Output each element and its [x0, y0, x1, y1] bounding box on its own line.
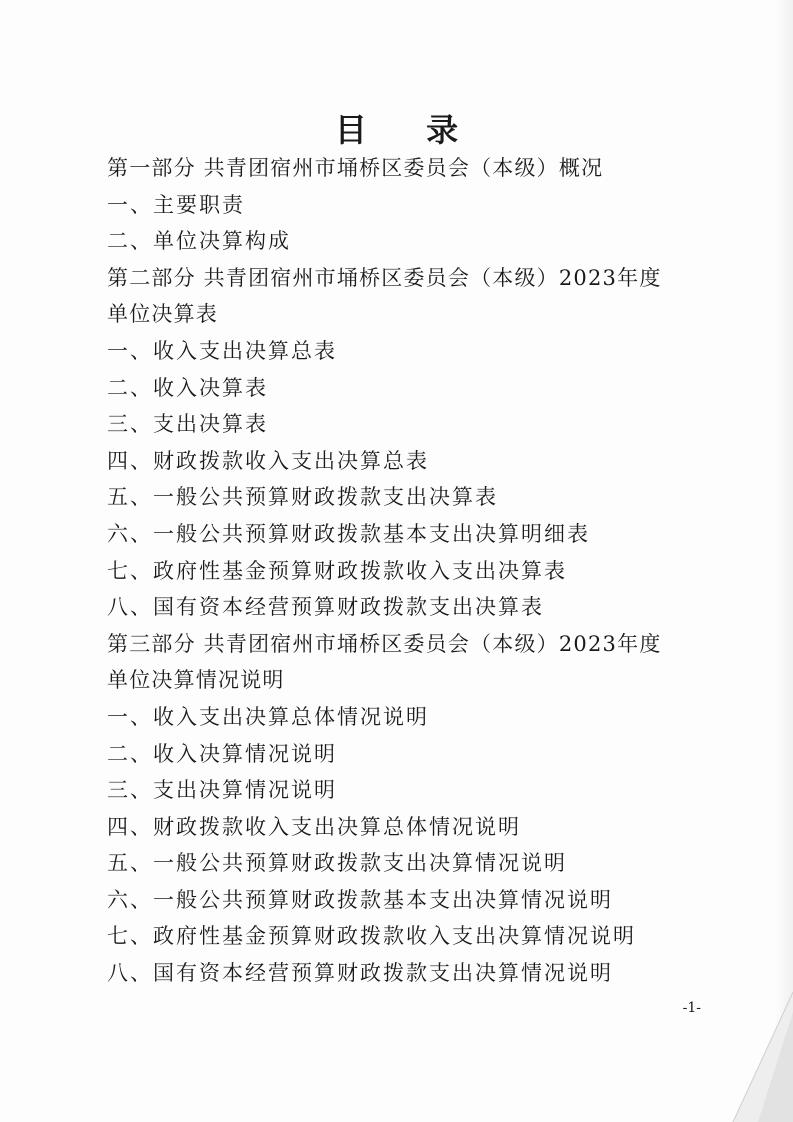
toc-entry: 一、收入支出决算总表	[107, 338, 337, 363]
toc-part-heading: 第三部分 共青团宿州市埇桥区委员会（本级）2023年度	[107, 631, 662, 656]
toc-entry: 三、支出决算表	[107, 412, 268, 437]
toc-entry: 八、国有资本经营预算财政拨款支出决算表	[107, 595, 544, 620]
toc-entry: 四、财政拨款收入支出决算总体情况说明	[107, 814, 521, 839]
toc-entry: 五、一般公共预算财政拨款支出决算情况说明	[107, 851, 567, 876]
toc-part-heading-continued: 单位决算表	[107, 302, 218, 327]
toc-entry: 一、主要职责	[107, 192, 245, 217]
toc-entry: 三、支出决算情况说明	[107, 778, 337, 803]
toc-entry: 六、一般公共预算财政拨款基本支出决算情况说明	[107, 887, 613, 912]
toc-entry: 六、一般公共预算财政拨款基本支出决算明细表	[107, 521, 590, 546]
toc-entry: 七、政府性基金预算财政拨款收入支出决算情况说明	[107, 924, 636, 949]
page-curl-decoration	[703, 992, 793, 1122]
toc-part-heading-continued: 单位决算情况说明	[107, 668, 285, 693]
toc-entry: 七、政府性基金预算财政拨款收入支出决算表	[107, 558, 567, 583]
toc-entry: 一、收入支出决算总体情况说明	[107, 704, 429, 729]
page-title: 目 录	[334, 111, 483, 149]
toc-entry: 二、单位决算构成	[107, 229, 291, 254]
table-of-contents	[107, 150, 727, 992]
toc-entry: 五、一般公共预算财政拨款支出决算表	[107, 485, 498, 510]
toc-entry: 二、收入决算情况说明	[107, 741, 337, 766]
page-number: -1-	[682, 1000, 701, 1016]
toc-entry: 四、财政拨款收入支出决算总表	[107, 448, 429, 473]
toc-entry: 二、收入决算表	[107, 375, 268, 400]
page-edge-shadow	[775, 0, 793, 1122]
toc-part-heading: 第二部分 共青团宿州市埇桥区委员会（本级）2023年度	[107, 265, 662, 290]
toc-part-heading: 第一部分 共青团宿州市埇桥区委员会（本级）概况	[107, 156, 604, 180]
toc-entry: 八、国有资本经营预算财政拨款支出决算情况说明	[107, 961, 613, 986]
